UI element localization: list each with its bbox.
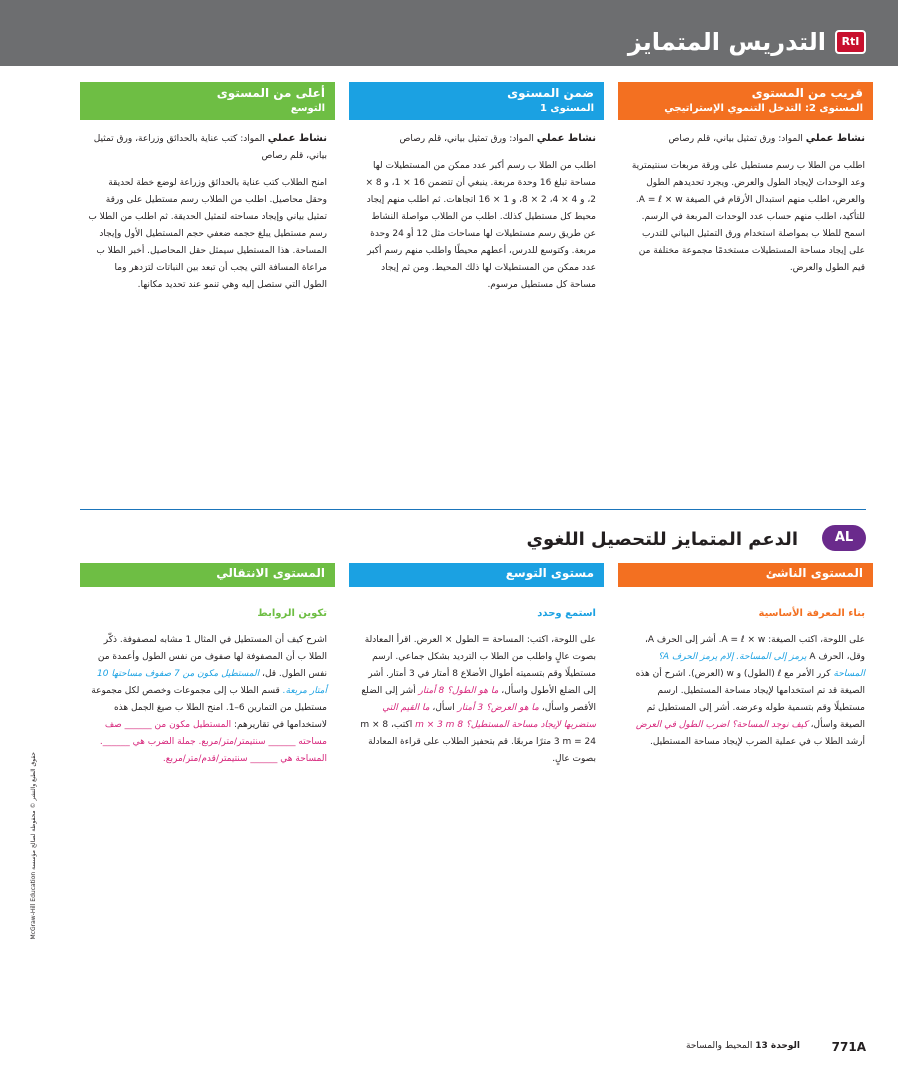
- column-title: ضمن المستوى: [507, 86, 594, 100]
- activity-line: [88, 130, 327, 165]
- footer-unit: [686, 1041, 800, 1051]
- prompt-question: ما هو العرض؟ 3 أمتار: [457, 703, 539, 713]
- sentence-frames: المستطيل مكون من ______ صف مساحته ______ سنتيمتر/متر/مربع. جملة الضرب هي ______. المساحة هي ______ سنتيمتر/قدم/متر/مربع.: [99, 720, 327, 764]
- page-title: التدريس المتمايز: [627, 28, 826, 56]
- column-subtitle: المستوى 1: [539, 103, 594, 114]
- page-number: 771A: [831, 1040, 866, 1054]
- prompt-question: المستطيل مكون من 7 صفوف مساحتها 10 أمتار مربعة.: [97, 669, 327, 696]
- activity-line: [626, 130, 865, 148]
- ell-column-emerging: [618, 563, 873, 757]
- activity-materials: المواد: ورق تمثيل بياني، قلم رصاص: [399, 134, 537, 144]
- copyright-credit: [30, 752, 44, 962]
- prompt-question: كيف نوجد المساحة؟ اضرب الطول في العرض: [635, 720, 808, 730]
- column-body: اطلب من الطلا ب رسم مستطيل على ورقة مربعات سنتيمترية وعد الوحدات لإيجاد الطول والعرض. ويجرد تحديدهم الطول والعرض، اطلب منهم استبدال الأرقام في الصيغة A = ℓ × w. للتأكيد، اطلب منهم حساب عدد الوحدات المربعة في الرسم. اسمح للطلا ب بمواصلة استخدام ورق التمثيل البياني للتدرب على إيجاد مساحة المستطيلات مستخدمًا مجموعة مختلفة من قيم الطول والعرض.: [631, 161, 865, 273]
- ell-body: [357, 632, 596, 768]
- ell-header-bridging: المستوى الانتقالي: [80, 563, 335, 587]
- activity-label: نشاط عملي: [805, 133, 865, 144]
- activity-label: نشاط عملي: [536, 133, 596, 144]
- ell-subhead: بناء المعرفة الأساسية: [758, 608, 865, 619]
- prompt-question: ما هو الطول؟ 8 أمتار: [418, 686, 499, 696]
- prompt-question: يرمز إلى المساحة. إلام يرمز الحرف A؟ المساحة: [658, 652, 865, 679]
- column-title: قريب من المستوى: [751, 86, 863, 100]
- ell-subhead: تكوين الروابط: [257, 608, 327, 619]
- column-title: أعلى من المستوى: [216, 86, 325, 100]
- ell-body: [626, 632, 865, 751]
- text-run: كرر الأمر مع ℓ (الطول) و w (العرض). اشرح أن هذه الصيغة قد تم استخدامها لإيجاد مساحة المستطيل. ارسم مستطيلًا وقم بتسمية طوله وعرضه. أشر إلى المستطيل ثم الصيغة واسأل،: [635, 669, 865, 730]
- section-divider: [80, 509, 866, 510]
- activity-label: نشاط عملي: [267, 133, 327, 144]
- ell-column-expanding: [349, 563, 604, 774]
- ell-header-emerging: المستوى الناشئ: [618, 563, 873, 587]
- column-header-approaching: [618, 82, 873, 120]
- column-header-beyond: [80, 82, 335, 120]
- ell-column-bridging: [80, 563, 335, 774]
- activity-materials: المواد: كتب عناية بالحدائق وزراعة، ورق تمثيل بياني، قلم رصاص: [93, 134, 327, 161]
- text-run: على اللوحة، اكتب الصيغة: A = ℓ × w. أشر إلى الحرف A، وقل، الحرف A: [644, 635, 865, 662]
- column-subtitle: التوسع: [290, 103, 325, 114]
- unit-title: المحيط والمساحة: [686, 1041, 756, 1051]
- text-run: قسم الطلا ب إلى مجموعات وخصص لكل مجموعة مستطيل من التمارين 6–1. امنح الطلا ب صيغ الجمل هذه لاستخدامها في تقاريرهم:: [91, 686, 327, 730]
- text-run: اشرح كيف أن المستطيل في المثال 1 مشابه لمصفوفة. ذكّر الطلا ب أن المصفوفة لها صفوف من نفس الطول وأعمدة من نفس الطول. قل،: [97, 635, 327, 679]
- column-subtitle: المستوى 2: التدخل التنموي الإستراتيجي: [664, 103, 863, 114]
- activity-line: [357, 130, 596, 148]
- text-run: أشر إلى الضلع الأقصر واسأل،: [361, 686, 596, 713]
- column-body: امنح الطلاب كتب عناية بالحدائق وزراعة لوضع خطة لحديقة وحقل محاصيل. اطلب من الطلاب رسم مستطيل على ورقة تمثيل بياني وإيجاد مساحته لتمثيل الحديقة. ثم اطلب من الطلا ب رسم مستطيل يبلغ حجمه ضعفي حجم المستطيل الأول وإيجاد المساحة. هذا المستطيل سيمثل حقل المحاصيل. أخبر الطلا ب مراعاة المسافة التي يجب أن تبعد بين النباتات لتزدهر وما الطول التي ستصل إليه وهي تنمو عند تحديد مكانها.: [88, 178, 327, 290]
- text-run: اسأل،: [429, 703, 458, 713]
- al-badge: AL: [822, 525, 866, 551]
- activity-materials: المواد: ورق تمثيل بياني، قلم رصاص: [668, 134, 806, 144]
- ell-header-expanding: مستوى التوسع: [349, 563, 604, 587]
- column-body: اطلب من الطلا ب رسم أكبر عدد ممكن من المستطيلات لها مساحة تبلغ 16 وحدة مربعة. ينبغي أن تتضمن 16 × 1، و 8 × 2، و 4 × 4، 2 × 8، و 1 × 16 اتجاهات. ثم اطلب منهم إيجاد محيط كل مستطيل كذلك. اطلب من الطلاب مواصلة النشاط عن طريق رسم مستطيلات لها مساحات مثل 12 أو 24 وحدة مربعة. وكتوسع للدرس، أعطهم محيطًا واطلب منهم رسم أكبر عدد ممكن من المستطيلات لها ذلك المحيط. ومن ثم إيجاد مساحة كل مستطيل مرسوم.: [365, 161, 596, 290]
- unit-label: الوحدة 13: [755, 1041, 800, 1051]
- rti-badge: RtI: [835, 30, 866, 54]
- ell-subhead: استمع وحدد: [537, 608, 596, 619]
- column-on-level: [349, 82, 604, 300]
- text-run: على اللوحة، اكتب: المساحة = الطول × العرض. اقرأ المعادلة بصوت عالٍ واطلب من الطلا ب الترديد بشكل جماعي. ارسم مستطيلًا وقم بتسميته أطوال الأضلاع 8 أمتار في 3 أمتار. أشر إلى الضلع الأطول واسأل،: [364, 635, 596, 696]
- prompt-question: ما القيم التي ستضربها لإيجاد مساحة المستطيل؟ 8 m × 3 m: [382, 703, 596, 730]
- copyright-text: حقوق الطبع والنشر © محفوظة لصالح مؤسسة McGraw-Hill Education: [30, 752, 37, 940]
- column-header-on-level: [349, 82, 604, 120]
- ell-body: [88, 632, 327, 768]
- text-run: اكتب، 8 m × 3 m = 24 مترًا مربعًا. قم بتحفيز الطلاب على قراءة المعادلة بصوت عالٍ.: [360, 720, 596, 764]
- column-approaching-level: [618, 82, 873, 283]
- ell-section-title: الدعم المتمايز للتحصيل اللغوي: [526, 529, 798, 550]
- text-run: أرشد الطلا ب في عملية الضرب لإيجاد مساحة المستطيل.: [650, 737, 865, 747]
- column-beyond-level: [80, 82, 335, 300]
